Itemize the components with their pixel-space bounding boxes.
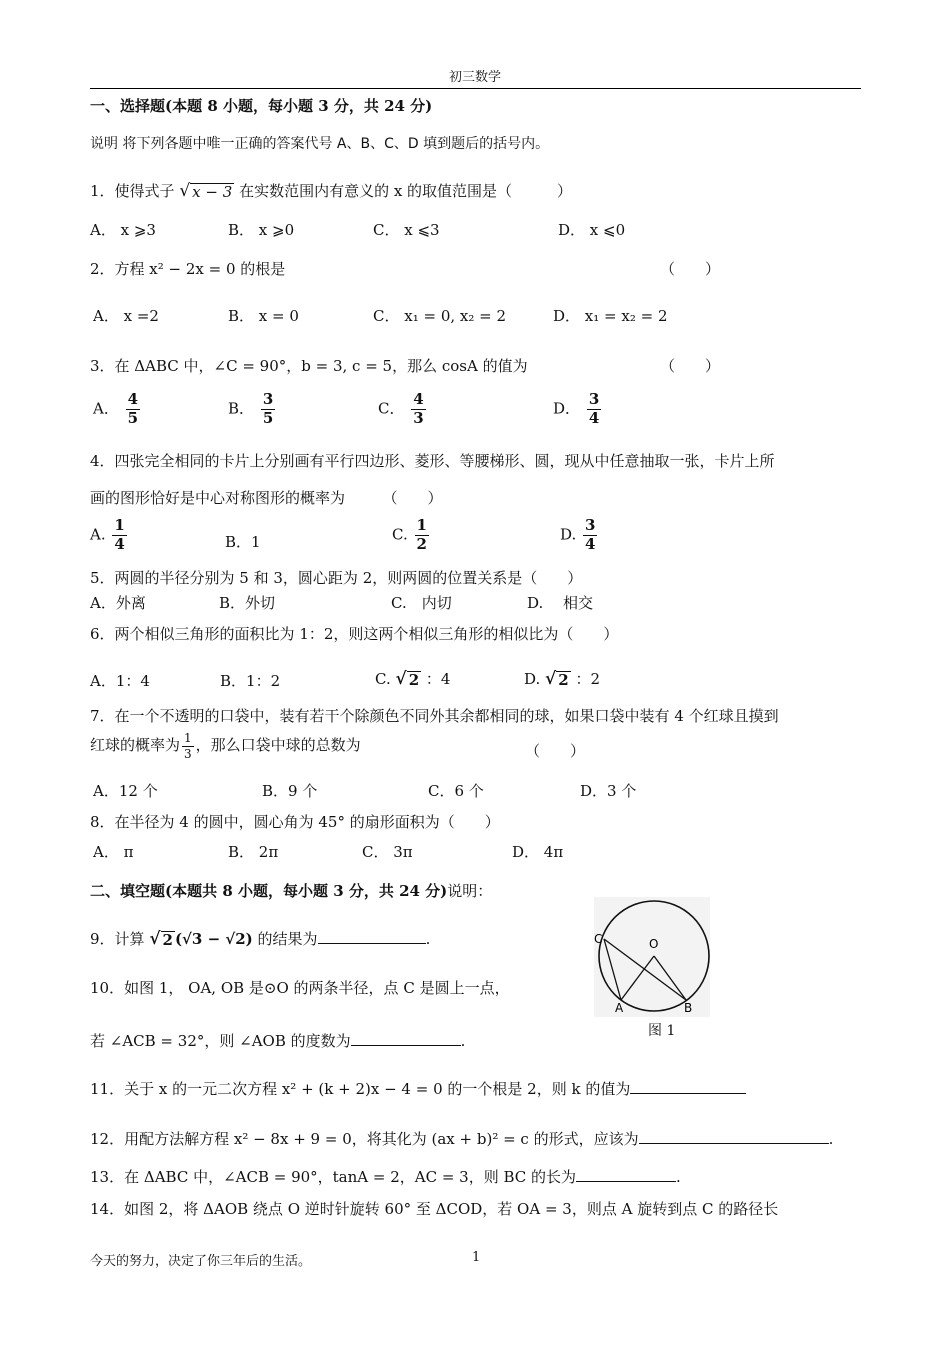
q8-stem: 8．在半径为 4 的圆中，圆心角为 45° 的扇形面积为（ ） — [90, 813, 500, 831]
section1-instruction: 说明 将下列各题中唯一正确的答案代号 A、B、C、D 填到题后的括号内。 — [90, 136, 550, 152]
q2-option-c: C． x₁ = 0, x₂ = 2 — [373, 307, 507, 325]
q4-option-a-den: 4 — [114, 534, 125, 553]
q3-option-b-num: 3 — [262, 390, 274, 408]
q4-option-d-num: 3 — [585, 516, 596, 534]
q3-bracket: （ ） — [660, 357, 721, 375]
q4-option-c-letter: C. — [392, 525, 408, 544]
q4-option-c-den: 2 — [416, 534, 427, 553]
q3-stem: 3．在 ΔABC 中，∠C = 90°，b = 3, c = 5，那么 cosA 的值为 — [90, 357, 528, 375]
q9-suffix: 的结果为 — [257, 930, 318, 948]
q6-stem: 6．两个相似三角形的面积比为 1：2，则这两个相似三角形的相似比为（ ） — [90, 625, 619, 643]
q6-option-d — [524, 668, 600, 689]
q14-stem: 14．如图 2，将 ΔAOB 绕点 O 逆时针旋转 60° 至 ΔCOD，若 OA = 3，则点 A 旋转到点 C 的路径长 — [90, 1200, 779, 1218]
q3-option-a — [93, 392, 142, 427]
q3-option-c-fraction — [411, 392, 425, 427]
segment-CB — [604, 939, 686, 1000]
q7-option-d: D．3 个 — [580, 782, 637, 800]
q3-option-c-letter: C． — [378, 399, 405, 418]
q4-option-c-fraction — [415, 518, 429, 553]
q1-option-c: C． x ⩽3 — [373, 221, 440, 239]
q2-bracket: （ ） — [660, 260, 721, 278]
q8-option-a: A． π — [93, 843, 134, 861]
q1-option-a: A． x ⩾3 — [90, 221, 156, 239]
q11-stem: 11．关于 x 的一元二次方程 x² + (k + 2)x − 4 = 0 的一个根是 2，则 k 的值为 — [90, 1080, 631, 1098]
q1-option-d: D． x ⩽0 — [558, 221, 626, 239]
footer-page-number: 1 — [472, 1250, 481, 1265]
q13-end: . — [676, 1168, 681, 1186]
q9-expr: (√3 − √2) — [174, 930, 253, 948]
q4-option-a-fraction — [112, 518, 126, 553]
q6-option-c-radicand: 2 — [408, 671, 420, 689]
q7-frac-den: 3 — [184, 746, 192, 761]
q3-option-c — [378, 392, 428, 427]
q1-radical: √ x − 3 — [179, 181, 233, 201]
q3-option-a-num: 4 — [127, 390, 139, 408]
q7-line1: 7．在一个不透明的口袋中，装有若干个除颜色不同外其余都相同的球，如果口袋中装有 4 个红球且摸到 — [90, 707, 779, 725]
q1-option-b: B． x ⩾0 — [228, 221, 295, 239]
q4-option-a-num: 1 — [114, 516, 125, 534]
q3-option-a-fraction — [126, 392, 140, 427]
q4-line2: 画的图形恰好是中心对称图形的概率为 （ ） — [90, 489, 443, 507]
q3-option-c-den: 3 — [413, 408, 424, 427]
q3-option-b — [228, 392, 277, 427]
q12-answer-blank[interactable] — [639, 1129, 829, 1144]
q2-option-a: A． x =2 — [93, 307, 159, 325]
q7-frac-num: 1 — [184, 731, 192, 745]
q12-end: . — [828, 1130, 834, 1148]
q1-stem — [90, 180, 572, 201]
figure-1-diagram — [594, 897, 710, 1017]
q6-option-c-letter: C. — [375, 670, 391, 688]
q12 — [90, 1128, 833, 1149]
q4-option-a-letter: A. — [90, 525, 106, 544]
q6-option-c — [375, 668, 450, 689]
q5-stem: 5．两圆的半径分别为 5 和 3，圆心距为 2，则两圆的位置关系是（ ） — [90, 569, 583, 587]
q8-option-c: C． 3π — [362, 843, 413, 861]
q7-option-b: B．9 个 — [262, 782, 318, 800]
q7-line2-suffix: ，那么口袋中球的总数为 — [195, 736, 361, 755]
q9 — [90, 928, 430, 949]
q1-stem-suffix: 在实数范围内有意义的 x 的取值范围是（ ） — [239, 182, 573, 200]
q3-option-b-fraction — [261, 392, 275, 427]
header-rule — [90, 88, 861, 89]
q4-option-d — [560, 518, 599, 553]
q2-option-d: D． x₁ = x₂ = 2 — [553, 307, 668, 325]
q4-line1: 4．四张完全相同的卡片上分别画有平行四边形、菱形、等腰梯形、圆，现从中任意抽取一张，卡片上所 — [90, 452, 775, 470]
label-A: A — [615, 1001, 624, 1015]
q1-radicand: x − 3 — [192, 183, 233, 201]
label-C: C — [594, 932, 603, 946]
q3-option-d — [553, 392, 603, 427]
figure-1-caption: 图 1 — [648, 1023, 676, 1039]
q5-option-a: A．外离 — [90, 594, 146, 612]
q4-option-a — [90, 518, 129, 553]
q10-end: . — [460, 1032, 466, 1050]
label-B: B — [684, 1001, 693, 1015]
q3-option-d-num: 3 — [588, 390, 600, 408]
q6-option-a: A．1：4 — [90, 672, 150, 690]
q4-option-d-letter: D. — [560, 525, 577, 544]
q6-option-c-ratio: ：4 — [425, 670, 451, 688]
q3-option-b-letter: B． — [228, 399, 255, 418]
q2-option-b: B． x = 0 — [228, 307, 299, 325]
q3-option-d-fraction — [587, 392, 601, 427]
q13 — [90, 1166, 681, 1187]
q6-option-d-radicand: 2 — [558, 671, 569, 689]
section2-note: 说明： — [447, 882, 493, 900]
q7-probability-fraction — [182, 732, 194, 760]
q13-stem: 13．在 ΔABC 中，∠ACB = 90°，tanA = 2，AC = 3，则 BC 的长为 — [90, 1168, 577, 1186]
q6-option-d-letter: D. — [524, 670, 541, 688]
q3-option-d-den: 4 — [588, 408, 600, 427]
segment-CA — [604, 939, 621, 1000]
q4-option-c — [392, 518, 431, 553]
q5-option-d: D. 相交 — [527, 594, 594, 612]
q8-option-b: B． 2π — [228, 843, 279, 861]
q3-option-b-den: 5 — [262, 408, 274, 427]
q4-option-b: B．1 — [225, 533, 261, 551]
segment-OA — [621, 956, 654, 1000]
q10-line2 — [90, 1030, 465, 1051]
q9-sqrt: √ 2 — [149, 929, 173, 949]
q6-option-b: B．1：2 — [220, 672, 281, 690]
q8-option-d: D． 4π — [512, 843, 564, 861]
q1-stem-prefix: 1．使得式子 — [90, 182, 175, 200]
q10-answer-blank[interactable] — [351, 1031, 461, 1046]
section2-heading: 二、填空题(本题共 8 小题，每小题 3 分，共 24 分) — [90, 882, 448, 900]
q9-answer-blank[interactable] — [318, 929, 426, 944]
q9-prefix: 9．计算 — [90, 930, 145, 948]
q7-line2-prefix: 红球的概率为 — [90, 736, 181, 755]
q3-option-a-den: 5 — [127, 408, 139, 427]
q13-answer-blank[interactable] — [576, 1167, 676, 1182]
q4-option-c-num: 1 — [416, 516, 427, 534]
section2-heading-line — [90, 880, 492, 901]
q4-option-d-den: 4 — [585, 534, 596, 553]
q2-stem: 2．方程 x² − 2x = 0 的根是 — [90, 260, 286, 278]
section1-heading: 一、选择题(本题 8 小题，每小题 3 分，共 24 分) — [90, 97, 433, 115]
q5-option-b: B．外切 — [219, 594, 276, 612]
q6-option-d-ratio: ：2 — [575, 670, 600, 688]
page-header-title: 初三数学 — [448, 70, 501, 85]
q7-option-a: A．12 个 — [93, 782, 158, 800]
q4-option-d-fraction — [583, 518, 597, 553]
q10-line1: 10．如图 1， OA, OB 是⊙O 的两条半径，点 C 是圆上一点， — [90, 979, 510, 997]
q10-line2-text: 若 ∠ACB = 32°，则 ∠AOB 的度数为 — [90, 1032, 351, 1050]
q7-option-c: C．6 个 — [428, 782, 484, 800]
q3-option-a-letter: A． — [93, 399, 119, 418]
figure-1 — [594, 897, 710, 1017]
q7-line2 — [90, 732, 361, 760]
q11-answer-blank[interactable] — [630, 1079, 746, 1094]
q11 — [90, 1078, 746, 1099]
q3-option-d-letter: D． — [553, 399, 581, 418]
q7-bracket: （ ） — [525, 742, 586, 760]
segment-OB — [654, 956, 686, 1000]
footer-motto: 今天的努力，决定了你三年后的生活。 — [90, 1254, 312, 1269]
q5-option-c: C. 内切 — [391, 594, 452, 612]
q9-end: . — [425, 930, 431, 948]
q6-option-c-sqrt: √ 2 — [395, 669, 420, 689]
q3-option-c-num: 4 — [413, 390, 424, 408]
label-O: O — [649, 937, 659, 951]
q12-stem: 12．用配方法解方程 x² − 8x + 9 = 0，将其化为 (ax + b)² = c 的形式，应该为 — [90, 1130, 639, 1148]
q9-radicand: 2 — [162, 931, 173, 949]
q6-option-d-sqrt: √ 2 — [545, 669, 569, 689]
